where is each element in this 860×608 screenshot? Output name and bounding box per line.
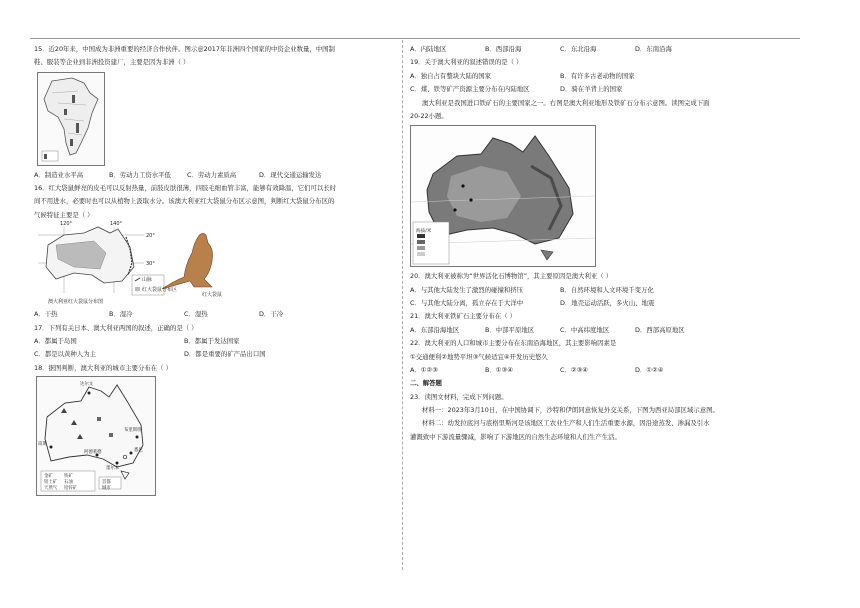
lon-label-120: 120° — [60, 221, 73, 228]
q22-stem: 22．澳大利亚的人口和城市主要分布在东南沿海地区，其主要影响因素是 — [410, 339, 617, 348]
q18-option-b[interactable]: B．西部沿海 — [485, 45, 522, 53]
q15-option-d[interactable]: D．现代交通运输发达 — [259, 170, 322, 179]
australia-terrain-map — [410, 125, 596, 267]
q17-stem: 17．下列有关日本、澳大利亚两国的叙述，正确的是（ ） — [34, 323, 198, 332]
q21-option-a[interactable]: A．东部沿海地区 — [410, 325, 460, 334]
australia-terrain-map-graphic — [411, 126, 595, 266]
q16-option-b[interactable]: B．湿冷 — [109, 310, 133, 319]
q20-option-a[interactable]: A．与其他大陆发生了激烈的碰撞和挤压 — [410, 285, 524, 294]
q20-option-d[interactable]: D．地壳运动活跃，多火山、地震 — [560, 298, 655, 307]
q20-option-b[interactable]: B．自然环境和人文环境千变万化 — [560, 285, 654, 294]
city-brisbane: 布里斯班 — [124, 428, 142, 434]
q19-options-row2 — [410, 84, 710, 94]
legend-bauxite: 铝土矿 — [44, 480, 58, 486]
q23-material2-line1: 材料二：幼发拉底河与底格里斯河是该地区工农业生产和人们生活重要水源，因沿途蒸发、渗漏及引水 — [422, 419, 710, 428]
intro-20-22-line2: 20-22小题。 — [410, 111, 448, 120]
kangaroo-figure — [34, 223, 394, 305]
q20-option-c[interactable]: C．与其他大陆分离，孤立存在于大洋中 — [410, 298, 524, 307]
q17-option-b[interactable]: B．都属于发达国家 — [184, 336, 240, 345]
legend-gas: 天然气 — [44, 486, 58, 492]
left-column — [34, 44, 394, 496]
legend-gold: 金矿 — [44, 474, 53, 480]
q20-options-row2 — [410, 298, 710, 308]
q21-options — [410, 325, 710, 335]
intro-20-22-line1: 澳大利亚是我国进口铁矿石的主要国家之一。右图是澳大利亚地形及铁矿石分布示意图。读图完成下面 — [422, 98, 710, 107]
section-2-title: 二、解答题 — [410, 379, 442, 388]
q15-option-c[interactable]: C．劳动力素质高 — [187, 170, 237, 179]
q20-options-row1 — [410, 285, 710, 295]
australia-city-map — [36, 376, 156, 496]
q16-stem-line2: 间不用进水，必要时也可以从植物上汲取水分。该澳大利亚红大袋鼠分布区示意图，判断红大袋鼠分布区的 — [34, 197, 335, 206]
q16-option-c[interactable]: C．湿热 — [184, 310, 208, 319]
terrain-legend-title: 海拔/米 — [416, 229, 432, 235]
legend-oil: 石油 — [64, 480, 73, 486]
q19-stem: 19．关于澳大利亚的叙述错误的是（ ） — [410, 58, 523, 67]
city-adelaide: 阿德莱德 — [84, 450, 102, 456]
q15-option-b[interactable]: B．劳动力工资水平低 — [109, 170, 171, 179]
africa-map-graphic — [38, 73, 104, 165]
q21-option-b[interactable]: B．中部平原地区 — [485, 325, 535, 334]
q15-stem-line2: 鞋、服装等企业到非洲投资建厂，主要是因为非洲（ ） — [34, 58, 190, 67]
q16-options — [34, 309, 334, 319]
q18-options — [410, 44, 710, 54]
legend-iron: 铁矿 — [64, 474, 73, 480]
column-divider — [402, 40, 403, 570]
q17-option-a[interactable]: A．都属于岛国 — [34, 336, 77, 345]
q16-stem-line1: 16．红大袋鼠鲜亮的皮毛可以反射热量，前肢皮肤很薄，四肢毛细血管丰富，能够有效降温，它们可以长时 — [34, 183, 337, 192]
q23-material1: 材料一：2023年3月10日，在中国协调下，沙特和伊朗同意恢复外交关系，下图为西亚局部区域示意图。 — [422, 406, 719, 415]
city-sydney: 悉尼 — [134, 448, 143, 454]
q21-option-c[interactable]: C．中高纬度地区 — [560, 325, 610, 334]
australia-city-map-graphic — [37, 377, 155, 495]
q23-stem: 23．读图文材料，完成下列问题。 — [410, 392, 508, 401]
q20-stem: 20．澳大利亚被称为“世界活化石博物馆”，其主要原因是澳大利亚（ ） — [410, 272, 613, 281]
q18-option-c[interactable]: C．东北沿海 — [560, 45, 597, 53]
q17-options-row2 — [34, 349, 334, 359]
legend-capital: 首都 — [102, 480, 111, 486]
q23-material2-line2: 灌溉致中下游流量骤减，影响了下游地区的自然生态环境和人们生产生活。 — [410, 432, 621, 441]
q22-option-b[interactable]: B．①③④ — [485, 365, 513, 374]
q19-option-b[interactable]: B．有许多古老动物的国家 — [560, 71, 635, 80]
q22-option-a[interactable]: A．①②③ — [410, 365, 438, 374]
q22-factors: ①交通便利②地势平坦③气候适宜④开发历史悠久 — [410, 352, 548, 361]
q17-option-c[interactable]: C．都是以黄种人为主 — [34, 350, 96, 359]
q22-options — [410, 365, 710, 375]
q19-option-c[interactable]: C．煤、铁等矿产资源主要分布在内陆地区 — [410, 85, 530, 94]
kangaroo-map-caption: 澳大利亚红大袋鼠分布图 — [48, 299, 104, 306]
legend-kangaroo-area: 红大袋鼠分布区 — [142, 287, 178, 294]
lat-label-20: 20° — [146, 233, 155, 240]
q21-stem: 21．澳大利亚铁矿石主要分布在（ ） — [410, 312, 517, 321]
q17-options-row1 — [34, 336, 334, 346]
city-melbourne: 墨尔本 — [106, 466, 120, 472]
legend-leadzinc: 铅锌矿 — [64, 486, 78, 492]
q16-stem-line3: 气候特征主要是（ ） — [34, 210, 94, 219]
lat-label-30: 30° — [146, 261, 155, 268]
lon-label-140: 140° — [110, 221, 123, 228]
q22-option-c[interactable]: C．②③④ — [560, 365, 589, 374]
q19-option-d[interactable]: D．骑在羊背上的国家 — [560, 85, 623, 94]
legend-mountain: 山脉 — [142, 277, 153, 284]
city-darwin: 达尔文 — [80, 382, 94, 388]
q16-option-d[interactable]: D．干冷 — [259, 310, 284, 319]
africa-map — [37, 72, 105, 166]
q18-option-a[interactable]: A．内陆地区 — [410, 45, 447, 53]
city-perth: 珀斯 — [38, 442, 47, 448]
q16-option-a[interactable]: A．干热 — [34, 310, 58, 319]
right-column — [410, 44, 770, 445]
kangaroo-label: 红大袋鼠 — [202, 292, 223, 299]
q21-option-d[interactable]: D．西部高原地区 — [635, 325, 685, 334]
q19-options-row1 — [410, 71, 710, 81]
legend-city: 城市 — [102, 486, 111, 492]
q22-option-d[interactable]: D．①②④ — [635, 365, 664, 374]
q15-stem-line1: 15．近20年来，中国成为非洲重要的经济合作伙伴。图示意2017年非洲四个国家的中资企业数量，中国制 — [34, 45, 335, 53]
q18-stem: 18．据图判断，澳大利亚的城市主要分布在（ ） — [34, 363, 172, 372]
q15-option-a[interactable]: A．制造业水平高 — [34, 170, 84, 179]
q18-option-d[interactable]: D．东南沿海 — [635, 45, 672, 53]
q19-option-a[interactable]: A．独自占有整块大陆的国家 — [410, 71, 492, 80]
q15-options — [34, 170, 334, 180]
q17-option-d[interactable]: D．都是重要的矿产品出口国 — [184, 350, 266, 359]
top-rule — [30, 38, 800, 39]
